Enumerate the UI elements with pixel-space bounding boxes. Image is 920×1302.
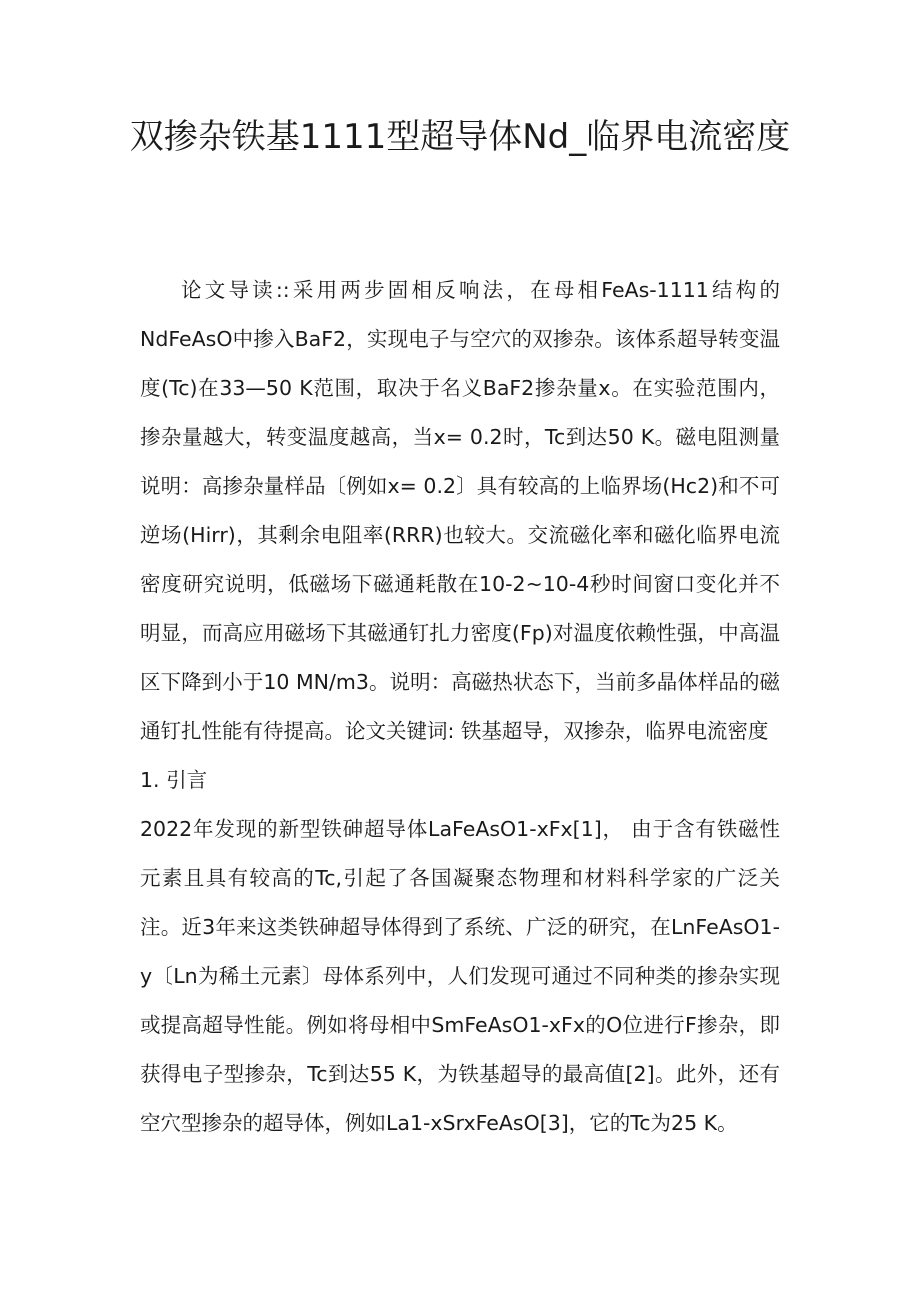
document-body (140, 266, 780, 1148)
section-heading: 1. 引言 (140, 768, 208, 792)
abstract-paragraph: 论文导读::采用两步固相反响法，在母相FeAs-1111结构的NdFeAsO中掺入BaF2，实现电子与空穴的双掺杂。该体系超导转变温度(Tc)在33—50 K范围，取决于名义BaF2掺杂量x。在实验范围内，掺杂量越大，转变温度越高，当x= 0.2时，Tc到达50 K。磁电阻测量说明：高掺杂量样品〔例如x= 0.2〕具有较高的上临界场(Hc2)和不可逆场(Hirr)，其剩余电阻率(RRR)也较大。交流磁化率和磁化临界电流密度研究说明，低磁场下磁通耗散在10-2~10-4秒时间窗口变化并不明显，而高应用磁场下其磁通钉扎力密度(Fp)对温度依赖性强，中高温区下降到小于10 MN/m3。说明：高磁热状态下，当前多晶体样品的磁通钉扎性能有待提高。论文关键词: 铁基超导，双掺杂，临界电流密度 (140, 278, 780, 743)
intro-paragraph: 2022年发现的新型铁砷超导体LaFeAsO1-xFx[1]， 由于含有铁磁性元素且具有较高的Tc,引起了各国凝聚态物理和材料科学家的广泛关注。近3年来这类铁砷超导体得到了系统、广泛的研究，在LnFeAsO1-y〔Ln为稀土元素〕母体系列中，人们发现可通过不同种类的掺杂实现或提高超导性能。例如将母相中SmFeAsO1-xFx的O位进行F掺杂，即获得电子型掺杂，Tc到达55 K，为铁基超导的最高值[2]。此外，还有空穴型掺杂的超导体，例如La1-xSrxFeAsO[3]，它的Tc为25 K。 (140, 817, 780, 1135)
document-title: 双掺杂铁基1111型超导体Nd_临界电流密度 (129, 117, 791, 157)
